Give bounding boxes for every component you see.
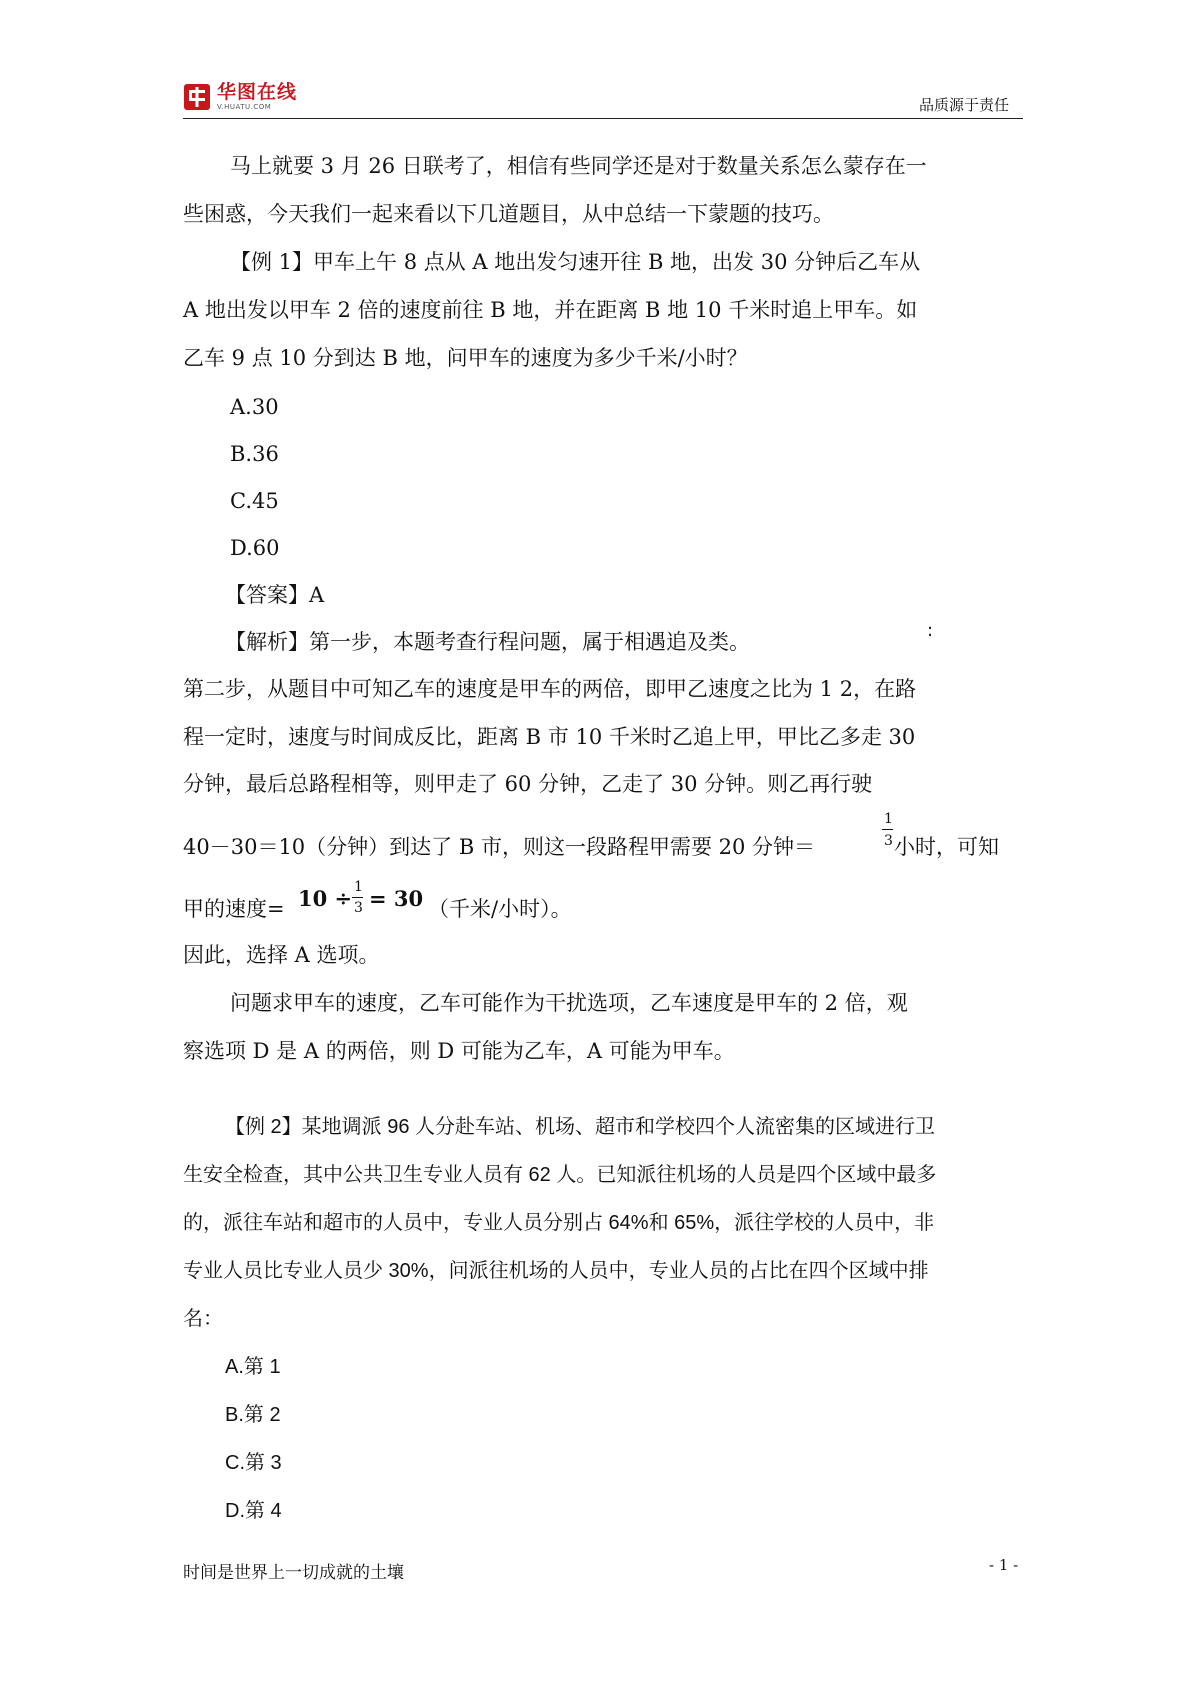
stray-colon-mark: : — [927, 620, 934, 641]
example1-option-d: D.60 — [230, 536, 280, 560]
example2-option-a: A.第 1 — [225, 1356, 281, 1378]
example1-analysis-line-2: 第二步，从题目中可知乙车的速度是甲车的两倍，即甲乙速度之比为 1 2，在路 — [183, 677, 917, 701]
intro-line-1: 马上就要 3 月 26 日联考了，相信有些同学还是对于数量关系怎么蒙存在一 — [230, 154, 927, 178]
example1-analysis-line-3: 程一定时，速度与时间成反比，距离 B 市 10 千米时乙追上甲，甲比乙多走 30 — [183, 725, 916, 749]
page-number: - 1 - — [989, 1556, 1019, 1574]
example1-analysis-line-1: 【解析】第一步，本题考查行程问题，属于相遇追及类。 — [225, 630, 750, 654]
logo-name: 华图在线 — [217, 81, 298, 103]
example2-question-line-1: 【例 2】某地调派 96 人分赴车站、机场、超市和学校四个人流密集的区域进行卫 — [225, 1116, 936, 1138]
example1-question-line-1: 【例 1】甲车上午 8 点从 A 地出发匀速开往 B 地，出发 30 分钟后乙车从 — [230, 250, 921, 274]
page-header — [183, 82, 1023, 119]
fraction-2-numerator: 1 — [354, 879, 363, 895]
example1-option-c: C.45 — [230, 489, 279, 513]
logo-url: V.HUATU.COM — [217, 103, 272, 111]
fraction-1-denominator: 3 — [884, 833, 893, 849]
fraction-2-denominator: 3 — [354, 900, 363, 916]
fraction-2-bar — [352, 897, 363, 898]
formula-right: = 30 — [369, 886, 424, 911]
example1-analysis-line-4: 分钟，最后总路程相等，则甲走了 60 分钟，乙走了 30 分钟。则乙再行驶 — [183, 772, 873, 796]
example1-tip-line-2: 察选项 D 是 A 的两倍，则 D 可能为乙车，A 可能为甲车。 — [183, 1039, 735, 1063]
example1-option-a: A.30 — [230, 395, 279, 419]
huatu-logo-icon — [183, 83, 211, 111]
example2-option-d: D.第 4 — [225, 1500, 282, 1522]
example2-option-b: B.第 2 — [225, 1404, 281, 1426]
fraction-1-bar — [882, 829, 893, 830]
example1-analysis-line-6b: （千米/小时）。 — [428, 897, 572, 921]
example1-tip-line-1: 问题求甲车的速度，乙车可能作为干扰选项，乙车速度是甲车的 2 倍，观 — [230, 991, 908, 1015]
example2-question-line-4: 专业人员比专业人员少 30%，问派往机场的人员中，专业人员的占比在四个区域中排 — [183, 1260, 929, 1282]
intro-line-2: 些困惑，今天我们一起来看以下几道题目，从中总结一下蒙题的技巧。 — [183, 202, 834, 226]
footer-motto: 时间是世界上一切成就的土壤 — [183, 1563, 404, 1583]
example1-option-b: B.36 — [230, 442, 279, 466]
example2-question-line-3: 的，派往车站和超市的人员中，专业人员分别占 64%和 65%，派往学校的人员中，非 — [183, 1212, 935, 1234]
example1-analysis-line-5a: 40－30＝10（分钟）到达了 B 市，则这一段路程甲需要 20 分钟＝ — [183, 835, 816, 859]
example1-analysis-line-6a: 甲的速度= — [183, 897, 285, 921]
huatu-logo — [183, 82, 297, 112]
example1-question-line-3: 乙车 9 点 10 分到达 B 地，问甲车的速度为多少千米/小时？ — [183, 346, 748, 370]
header-slogan: 品质源于责任 — [918, 96, 1009, 114]
example1-question-line-2: A 地出发以甲车 2 倍的速度前往 B 地，并在距离 B 地 10 千米时追上甲车。如 — [183, 298, 918, 322]
formula-left: 10 ÷ — [298, 886, 353, 911]
example2-question-line-5: 名： — [183, 1308, 223, 1330]
example1-answer: 【答案】A — [225, 583, 325, 607]
example2-question-line-2: 生安全检查，其中公共卫生专业人员有 62 人。已知派往机场的人员是四个区域中最多 — [183, 1164, 937, 1186]
fraction-1-numerator: 1 — [884, 811, 893, 827]
example1-analysis-line-5b: 小时，可知 — [894, 835, 999, 859]
example1-conclusion: 因此，选择 A 选项。 — [183, 943, 380, 967]
example2-option-c: C.第 3 — [225, 1452, 282, 1474]
